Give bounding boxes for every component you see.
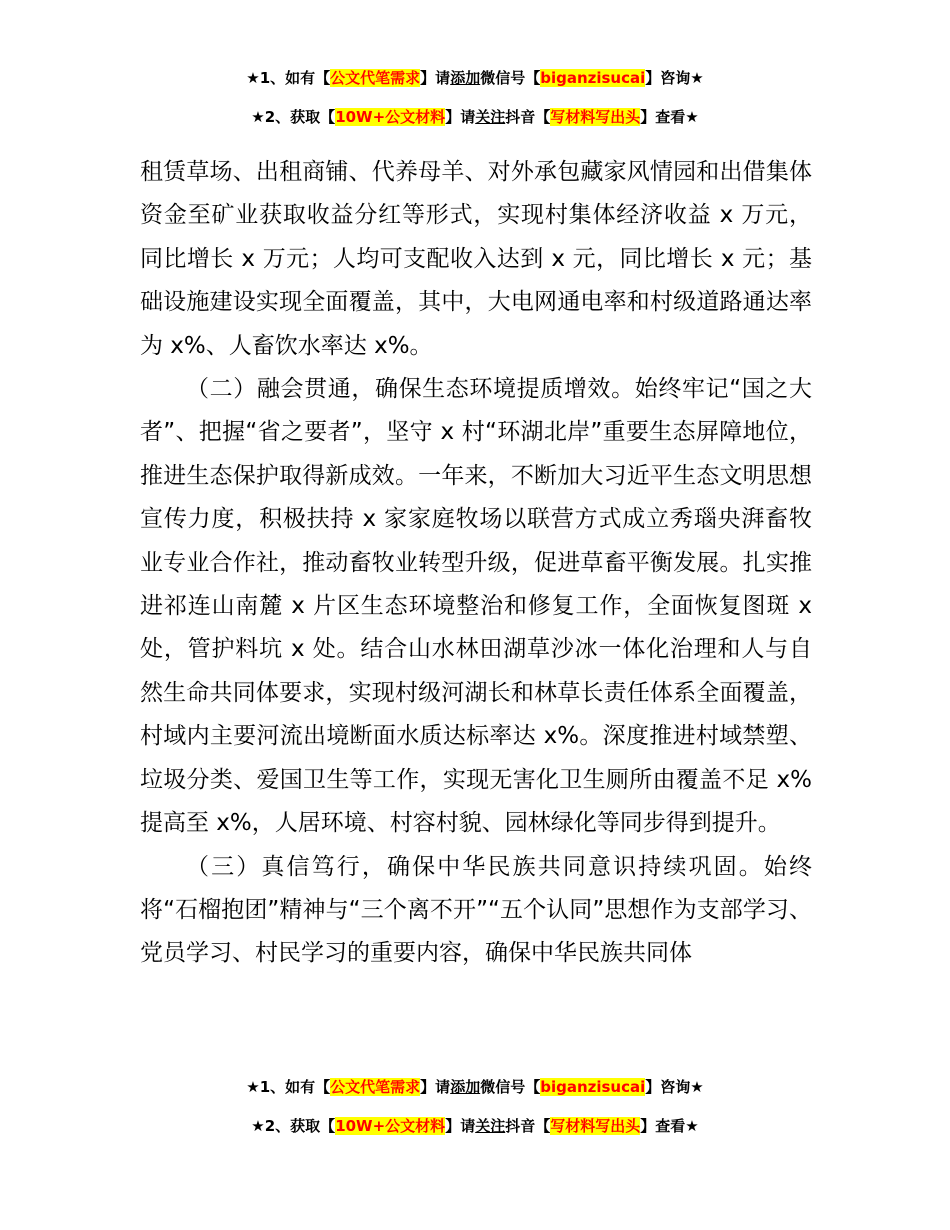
banner-text: 微信号【	[480, 69, 541, 87]
body-paragraph: 租赁草场、出租商铺、代养母羊、对外承包藏家风情园和出借集体资金至矿业获取收益分红等形式，实现村集体经济收益 x 万元，同比增长 x 万元；人均可支配收入达到 x 元，同比增长 x 元；基础设施建设实现全面覆盖，其中，大电网通电率和村级道路通达率为 x%、人畜饮水率达 x%。	[140, 159, 812, 359]
banner-text: 抖音【	[505, 108, 551, 126]
banner-highlight: biganzisucai	[540, 1078, 646, 1096]
banner-text: 】请	[420, 1078, 451, 1096]
banner-underlined-text: 关注	[475, 108, 506, 126]
banner-underlined-text: 关注	[475, 1117, 506, 1135]
banner-highlight: biganzisucai	[540, 69, 646, 87]
banner-text: 抖音【	[505, 1117, 551, 1135]
banner-highlight: 公文代笔需求	[330, 1078, 421, 1096]
banner-highlight: 10W+公文材料	[335, 108, 446, 126]
document-body	[140, 151, 812, 976]
banner-text: ★1、如有【	[246, 1078, 331, 1096]
banner-text: ★1、如有【	[246, 69, 331, 87]
banner-text: ★2、获取【	[251, 108, 336, 126]
banner-text: ★2、获取【	[251, 1117, 336, 1135]
body-paragraph: （三）真信笃行，确保中华民族共同意识持续巩固。始终将“石榴抱团”精神与“三个离不开”“五个认同”思想作为支部学习、党员学习、村民学习的重要内容，确保中华民族共同体	[140, 853, 812, 967]
banner-text: 】请	[445, 1117, 476, 1135]
banner-highlight: 公文代笔需求	[330, 69, 421, 87]
banner-text: 】查看★	[640, 1117, 699, 1135]
banner-highlight: 写材料写出头	[550, 108, 641, 126]
banner-underlined-text: 添加	[450, 69, 481, 87]
banner-text: 】查看★	[640, 108, 699, 126]
header-banner-line-2	[0, 107, 950, 127]
banner-highlight: 10W+公文材料	[335, 1117, 446, 1135]
banner-text: 微信号【	[480, 1078, 541, 1096]
banner-text: 】请	[445, 108, 476, 126]
body-paragraph: （二）融会贯通，确保生态环境提质增效。始终牢记“国之大者”、把握“省之要者”，坚守 x 村“环湖北岸”重要生态屏障地位，推进生态保护取得新成效。一年来，不断加大习近平生态文明思想宣传力度，积极扶持 x 家家庭牧场以联营方式成立秀瑙央湃畜牧业专业合作社，推动畜牧业转型升级，促进草畜平衡发展。扎实推进祁连山南麓 x 片区生态环境整治和修复工作，全面恢复图斑 x 处，管护料坑 x 处。结合山水林田湖草沙冰一体化治理和人与自然生命共同体要求，实现村级河湖长和林草长责任体系全面覆盖，村域内主要河流出境断面水质达标率达 x%。深度推进村域禁塑、垃圾分类、爱国卫生等工作，实现无害化卫生厕所由覆盖不足 x%提高至 x%，人居环境、村容村貌、园林绿化等同步得到提升。	[140, 376, 812, 837]
banner-text: 】咨询★	[645, 69, 704, 87]
footer-banner-line-2	[0, 1116, 950, 1136]
banner-highlight: 写材料写出头	[550, 1117, 641, 1135]
banner-text: 】咨询★	[645, 1078, 704, 1096]
footer-banner-line-1	[0, 1077, 950, 1097]
banner-text: 】请	[420, 69, 451, 87]
banner-underlined-text: 添加	[450, 1078, 481, 1096]
header-banner-line-1	[0, 68, 950, 88]
